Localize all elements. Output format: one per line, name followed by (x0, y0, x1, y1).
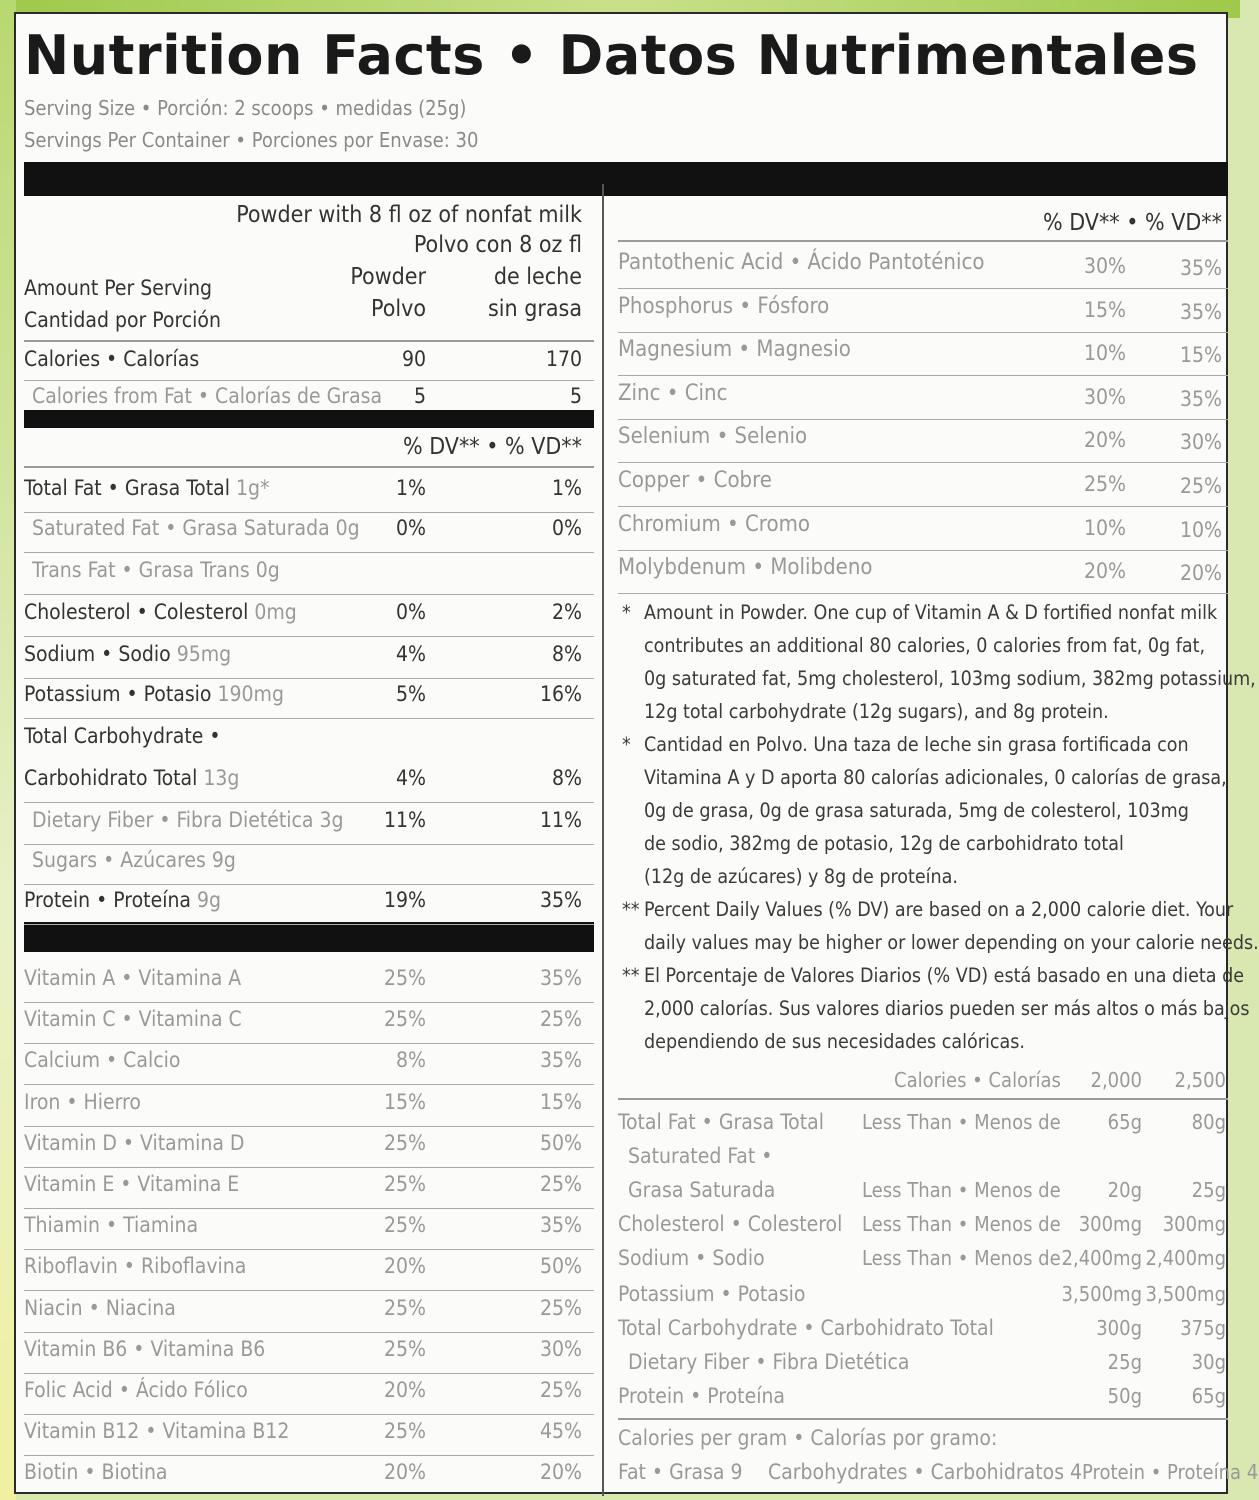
nutrient-row (32, 808, 344, 832)
nutrient-name: Sugars • Azúcares (32, 848, 206, 872)
footnote-line: contributes an additional 80 calories, 0 calories from fat, 0g fat, (644, 634, 1206, 657)
nutrient-dv-milk: 16% (540, 682, 582, 706)
footnote-mark: * (622, 601, 631, 624)
nutrient-name: Total Fat • Grasa Total (24, 476, 230, 500)
nutrient-amount: 0mg (254, 600, 297, 624)
divider (618, 1098, 1228, 1100)
footnote-line: 0g saturated fat, 5mg cholesterol, 103mg sodium, 382mg potassium, (644, 667, 1256, 690)
divider (24, 1002, 594, 1003)
footnote-line: Vitamina A y D aporta 80 calorías adicionales, 0 calorías de grasa, (644, 766, 1227, 789)
mineral-dv-milk: 25% (1180, 474, 1222, 498)
vitamin-dv-powder: 8% (396, 1048, 426, 1073)
mineral-name: Selenium • Selenio (618, 424, 808, 450)
dv-table-row-name: Protein • Proteína (618, 1384, 785, 1408)
dv-table-row-2500: 25g (1191, 1178, 1226, 1202)
dv-table-row-name: Saturated Fat • (628, 1144, 773, 1168)
dv-table-row-2000: 50g (1107, 1384, 1142, 1408)
dv-table-row-qualifier: Less Than • Menos de (862, 1178, 1061, 1202)
divider (24, 594, 594, 595)
nutrient-row (24, 600, 297, 624)
col-header-milk-es-2: de leche (493, 264, 582, 290)
divider (24, 844, 594, 845)
divider (24, 380, 594, 381)
divider (24, 1167, 594, 1168)
dv-table-row-2500: 80g (1191, 1110, 1226, 1134)
mineral-dv-powder: 25% (1084, 472, 1126, 496)
nutrient-name: Carbohidrato Total (24, 766, 198, 790)
dv-table-row-2500: 375g (1180, 1316, 1226, 1340)
footnote-line: 2,000 calorías. Sus valores diarios pueden ser más altos o más bajos (644, 997, 1250, 1020)
col-header-powder-2: Polvo (371, 296, 426, 322)
mineral-dv-powder: 30% (1084, 384, 1126, 409)
nutrient-name: Saturated Fat • Grasa Saturada (32, 516, 330, 540)
mineral-dv-powder: 20% (1084, 559, 1126, 584)
dv-table-row-2500: 300mg (1162, 1212, 1226, 1236)
divider (618, 419, 1228, 420)
dv-table-row-name: Total Fat • Grasa Total (618, 1110, 824, 1134)
mineral-dv-milk: 35% (1180, 386, 1222, 411)
nutrient-amount: 190mg (217, 682, 284, 706)
footnote-line: dependiendo de sus necesidades calóricas. (644, 1030, 1025, 1053)
divider (24, 884, 594, 885)
dv-header-right: % DV** • % VD** (1043, 210, 1222, 236)
nutrient-dv-milk: 11% (540, 808, 582, 832)
calories-fat-milk: 5 (569, 384, 582, 408)
footnote-line: El Porcentaje de Valores Diarios (% VD) está basado en una dieta de (644, 964, 1245, 987)
divider (618, 506, 1228, 507)
mineral-dv-milk: 30% (1180, 430, 1222, 455)
amount-per-serving-es: Cantidad por Porción (24, 308, 221, 332)
mineral-dv-powder: 10% (1084, 515, 1126, 540)
mineral-dv-powder: 20% (1084, 428, 1126, 453)
divider (24, 1373, 594, 1374)
nutrient-dv-milk: 0% (552, 516, 582, 540)
nutrient-name: Dietary Fiber • Fibra Dietética (32, 808, 314, 832)
mineral-name: Magnesium • Magnesio (618, 337, 851, 363)
vitamin-dv-powder: 25% (384, 1007, 426, 1032)
dv-table-row-2000: 20g (1107, 1178, 1142, 1202)
divider (24, 1084, 594, 1085)
vitamin-dv-powder: 25% (384, 1172, 426, 1196)
footnote-line: 12g total carbohydrate (12g sugars), and 8g protein. (644, 700, 1109, 723)
vitamin-dv-milk: 30% (540, 1336, 582, 1361)
nutrient-amount: 95mg (176, 642, 232, 666)
divider (24, 340, 594, 342)
nutrient-name: Potassium • Potasio (24, 682, 212, 706)
mineral-name: Molybdenum • Molibdeno (618, 555, 873, 581)
dv-table-col-2000: 2,000 (1090, 1068, 1142, 1092)
divider (618, 1418, 1228, 1420)
mineral-name: Phosphorus • Fósforo (618, 293, 830, 319)
dv-table-row-2500: 2,400mg (1145, 1246, 1226, 1270)
vitamin-dv-milk: 25% (540, 1007, 582, 1032)
divider (618, 550, 1228, 551)
mineral-dv-milk: 35% (1180, 256, 1222, 280)
dv-table-row-name: Cholesterol • Colesterol (618, 1212, 843, 1236)
amount-per-serving-en: Amount Per Serving (24, 276, 213, 300)
divider (24, 1332, 594, 1333)
vitamin-dv-powder: 15% (384, 1089, 426, 1114)
vitamin-dv-milk: 50% (540, 1254, 582, 1279)
mineral-dv-milk: 10% (1180, 517, 1222, 542)
nutrient-amount: 0g (255, 558, 280, 582)
vitamin-name: Biotin • Biotina (24, 1460, 168, 1485)
dv-header-left: % DV** • % VD** (403, 434, 582, 460)
vitamin-name: Vitamin A • Vitamina A (24, 966, 242, 990)
vitamin-dv-milk: 35% (540, 1213, 582, 1238)
divider (24, 1043, 594, 1044)
dv-table-row-2000: 25g (1107, 1350, 1142, 1374)
dv-table-row-name: Sodium • Sodio (618, 1246, 765, 1270)
vitamin-dv-powder: 20% (384, 1254, 426, 1279)
divider (24, 552, 594, 553)
footnote-line: Amount in Powder. One cup of Vitamin A & D fortified nonfat milk (644, 601, 1218, 624)
vitamin-dv-milk: 25% (540, 1172, 582, 1196)
footnote-mark: ** (622, 898, 640, 921)
divider (24, 512, 594, 513)
nutrient-dv-powder: 0% (396, 600, 426, 624)
thick-divider-vitamins (24, 922, 594, 952)
calories-fat-label: Calories from Fat • Calorías de Grasa (32, 384, 383, 408)
nutrient-amount: 9g (211, 848, 236, 872)
vitamin-dv-milk: 25% (540, 1295, 582, 1320)
vitamin-name: Vitamin C • Vitamina C (24, 1007, 242, 1032)
nutrient-dv-powder: 1% (396, 476, 426, 500)
vitamin-dv-powder: 25% (384, 1213, 426, 1238)
nutrient-amount: 9g (197, 888, 222, 912)
divider (618, 462, 1228, 463)
divider (24, 1455, 594, 1456)
label-title: Nutrition Facts • Datos Nutrimentales (24, 24, 1199, 87)
nutrient-row (24, 724, 221, 748)
footnote-line: Cantidad en Polvo. Una taza de leche sin grasa fortificada con (644, 733, 1189, 756)
nutrient-row (24, 766, 239, 790)
nutrient-dv-milk: 35% (540, 888, 582, 912)
nutrient-amount: 0g (335, 516, 360, 540)
nutrient-row (32, 848, 236, 872)
nutrient-dv-milk: 8% (552, 766, 582, 790)
footnote-line: de sodio, 382mg de potasio, 12g de carbohidrato total (644, 832, 1124, 855)
dv-table-row-name: Total Carbohydrate • Carbohidrato Total (618, 1316, 994, 1340)
nutrient-dv-powder: 0% (396, 516, 426, 540)
dv-table-header: Calories • Calorías (894, 1068, 1061, 1092)
nutrient-dv-milk: 8% (552, 642, 582, 666)
calories-powder: 90 (401, 347, 426, 371)
nutrient-name: Trans Fat • Grasa Trans (32, 558, 250, 582)
nutrient-amount: 1g* (235, 476, 270, 500)
calories-per-gram-protein: Protein • Proteína 4 (1082, 1460, 1259, 1484)
nutrient-dv-powder: 11% (384, 808, 426, 832)
mineral-dv-powder: 10% (1084, 341, 1126, 366)
nutrient-amount: 3g (319, 808, 344, 832)
dv-table-row-name: Dietary Fiber • Fibra Dietética (628, 1350, 910, 1374)
vitamin-dv-milk: 35% (540, 1048, 582, 1073)
footnote-mark: ** (622, 964, 640, 987)
vitamin-name: Vitamin B6 • Vitamina B6 (24, 1336, 266, 1361)
nutrient-row (32, 516, 360, 540)
vitamin-dv-powder: 20% (384, 1460, 426, 1485)
mineral-name: Copper • Cobre (618, 468, 772, 493)
nutrient-dv-milk: 1% (552, 476, 582, 500)
vitamin-name: Iron • Hierro (24, 1089, 141, 1114)
dv-table-row-2000: 3,500mg (1061, 1282, 1142, 1306)
divider (24, 1290, 594, 1291)
divider (24, 466, 594, 468)
divider (618, 332, 1228, 333)
divider (24, 924, 594, 925)
divider (24, 636, 594, 637)
divider (24, 1126, 594, 1127)
dv-table-row-2500: 3,500mg (1145, 1282, 1226, 1306)
dv-table-row-2000: 300mg (1078, 1212, 1142, 1236)
vitamin-dv-milk: 20% (540, 1460, 582, 1485)
nutrient-name: Sodium • Sodio (24, 642, 171, 666)
mineral-name: Chromium • Cromo (618, 511, 810, 537)
vitamin-dv-powder: 25% (384, 1130, 426, 1155)
dv-table-row-qualifier: Less Than • Menos de (862, 1212, 1061, 1236)
dv-table-row-2500: 30g (1191, 1350, 1226, 1374)
vitamin-dv-milk: 45% (540, 1419, 582, 1444)
thick-divider (24, 410, 594, 428)
nutrient-amount: 13g (203, 766, 240, 790)
mineral-dv-powder: 30% (1084, 254, 1126, 278)
nutrient-dv-powder: 19% (384, 888, 426, 912)
nutrient-row (24, 476, 269, 500)
vitamin-name: Riboflavin • Riboflavina (24, 1254, 247, 1279)
nutrient-row (24, 682, 284, 706)
dv-table-row-2500: 65g (1191, 1384, 1226, 1408)
mineral-name: Pantothenic Acid • Ácido Pantoténico (618, 250, 985, 275)
vitamin-dv-milk: 15% (540, 1089, 582, 1114)
dv-table-row-2000: 300g (1096, 1316, 1142, 1340)
column-divider (602, 184, 604, 1496)
footnote-mark: * (622, 733, 631, 756)
calories-per-gram-carb: Carbohydrates • Carbohidratos 4 (768, 1460, 1083, 1484)
dv-table-row-qualifier: Less Than • Menos de (862, 1246, 1061, 1270)
nutrient-dv-powder: 4% (396, 642, 426, 666)
servings-per-container: Servings Per Container • Porciones por Envase: 30 (24, 128, 479, 152)
divider (618, 375, 1228, 376)
divider (24, 1249, 594, 1250)
nutrient-name: Cholesterol • Colesterol (24, 600, 249, 624)
nutrient-name: Total Carbohydrate • (24, 724, 221, 748)
mineral-dv-milk: 35% (1180, 299, 1222, 324)
nutrient-name: Protein • Proteína (24, 888, 191, 912)
vitamin-name: Vitamin D • Vitamina D (24, 1130, 245, 1155)
mineral-dv-milk: 15% (1180, 343, 1222, 368)
vitamin-dv-powder: 25% (384, 1336, 426, 1361)
vitamin-name: Niacin • Niacina (24, 1295, 176, 1320)
divider (24, 718, 594, 719)
vitamin-dv-milk: 35% (540, 966, 582, 990)
footnote-line: (12g de azúcares) y 8g de proteína. (644, 865, 958, 888)
mineral-dv-powder: 15% (1084, 297, 1126, 322)
footnote-line: 0g de grasa, 0g de grasa saturada, 5mg de colesterol, 103mg (644, 799, 1189, 822)
footnote-line: daily values may be higher or lower depending on your calorie needs. (644, 931, 1259, 954)
divider (24, 678, 594, 679)
calories-per-gram-fat: Fat • Grasa 9 (618, 1460, 743, 1484)
nutrition-label (14, 12, 1259, 1494)
nutrient-row (32, 558, 280, 582)
footnote-line: Percent Daily Values (% DV) are based on a 2,000 calorie diet. Your (644, 898, 1234, 921)
dv-table-row-name: Potassium • Potasio (618, 1282, 806, 1306)
mineral-dv-milk: 20% (1180, 561, 1222, 586)
calories-milk: 170 (545, 347, 582, 371)
divider (24, 1414, 594, 1415)
dv-table-row-name: Grasa Saturada (628, 1178, 776, 1202)
vitamin-dv-powder: 25% (384, 1295, 426, 1320)
vitamin-dv-milk: 50% (540, 1130, 582, 1155)
nutrient-dv-milk: 2% (552, 600, 582, 624)
col-header-milk-es-3: sin grasa (488, 296, 582, 322)
col-header-milk-es-1: Polvo con 8 oz fl (413, 232, 582, 258)
nutrient-dv-powder: 4% (396, 766, 426, 790)
nutrient-row (24, 888, 221, 912)
serving-size: Serving Size • Porción: 2 scoops • medidas (25g) (24, 96, 467, 120)
divider (24, 802, 594, 803)
divider (24, 1208, 594, 1209)
nutrient-row (24, 642, 231, 666)
nutrient-dv-powder: 5% (396, 682, 426, 706)
vitamin-dv-milk: 25% (540, 1378, 582, 1402)
divider (618, 593, 1228, 594)
vitamin-name: Calcium • Calcio (24, 1048, 181, 1073)
col-header-powder-1: Powder (350, 264, 426, 290)
vitamin-name: Thiamin • Tiamina (24, 1213, 199, 1238)
col-header-milk-en: Powder with 8 fl oz of nonfat milk (236, 202, 582, 228)
vitamin-name: Vitamin B12 • Vitamina B12 (24, 1419, 290, 1444)
dv-table-row-2000: 65g (1107, 1110, 1142, 1134)
dv-table-row-2000: 2,400mg (1061, 1246, 1142, 1270)
vitamin-dv-powder: 25% (384, 966, 426, 990)
vitamin-dv-powder: 25% (384, 1419, 426, 1444)
calories-fat-powder: 5 (413, 384, 426, 408)
vitamin-name: Vitamin E • Vitamina E (24, 1172, 240, 1196)
mineral-name: Zinc • Cinc (618, 380, 728, 406)
thick-divider-top (24, 162, 1228, 196)
vitamin-dv-powder: 20% (384, 1378, 426, 1402)
divider (618, 288, 1228, 289)
dv-table-col-2500: 2,500 (1174, 1068, 1226, 1092)
dv-table-row-qualifier: Less Than • Menos de (862, 1110, 1061, 1134)
divider (618, 240, 1228, 242)
calories-per-gram: Calories per gram • Calorías por gramo: (618, 1426, 998, 1450)
vitamin-name: Folic Acid • Ácido Fólico (24, 1378, 248, 1402)
calories-label: Calories • Calorías (24, 347, 200, 371)
